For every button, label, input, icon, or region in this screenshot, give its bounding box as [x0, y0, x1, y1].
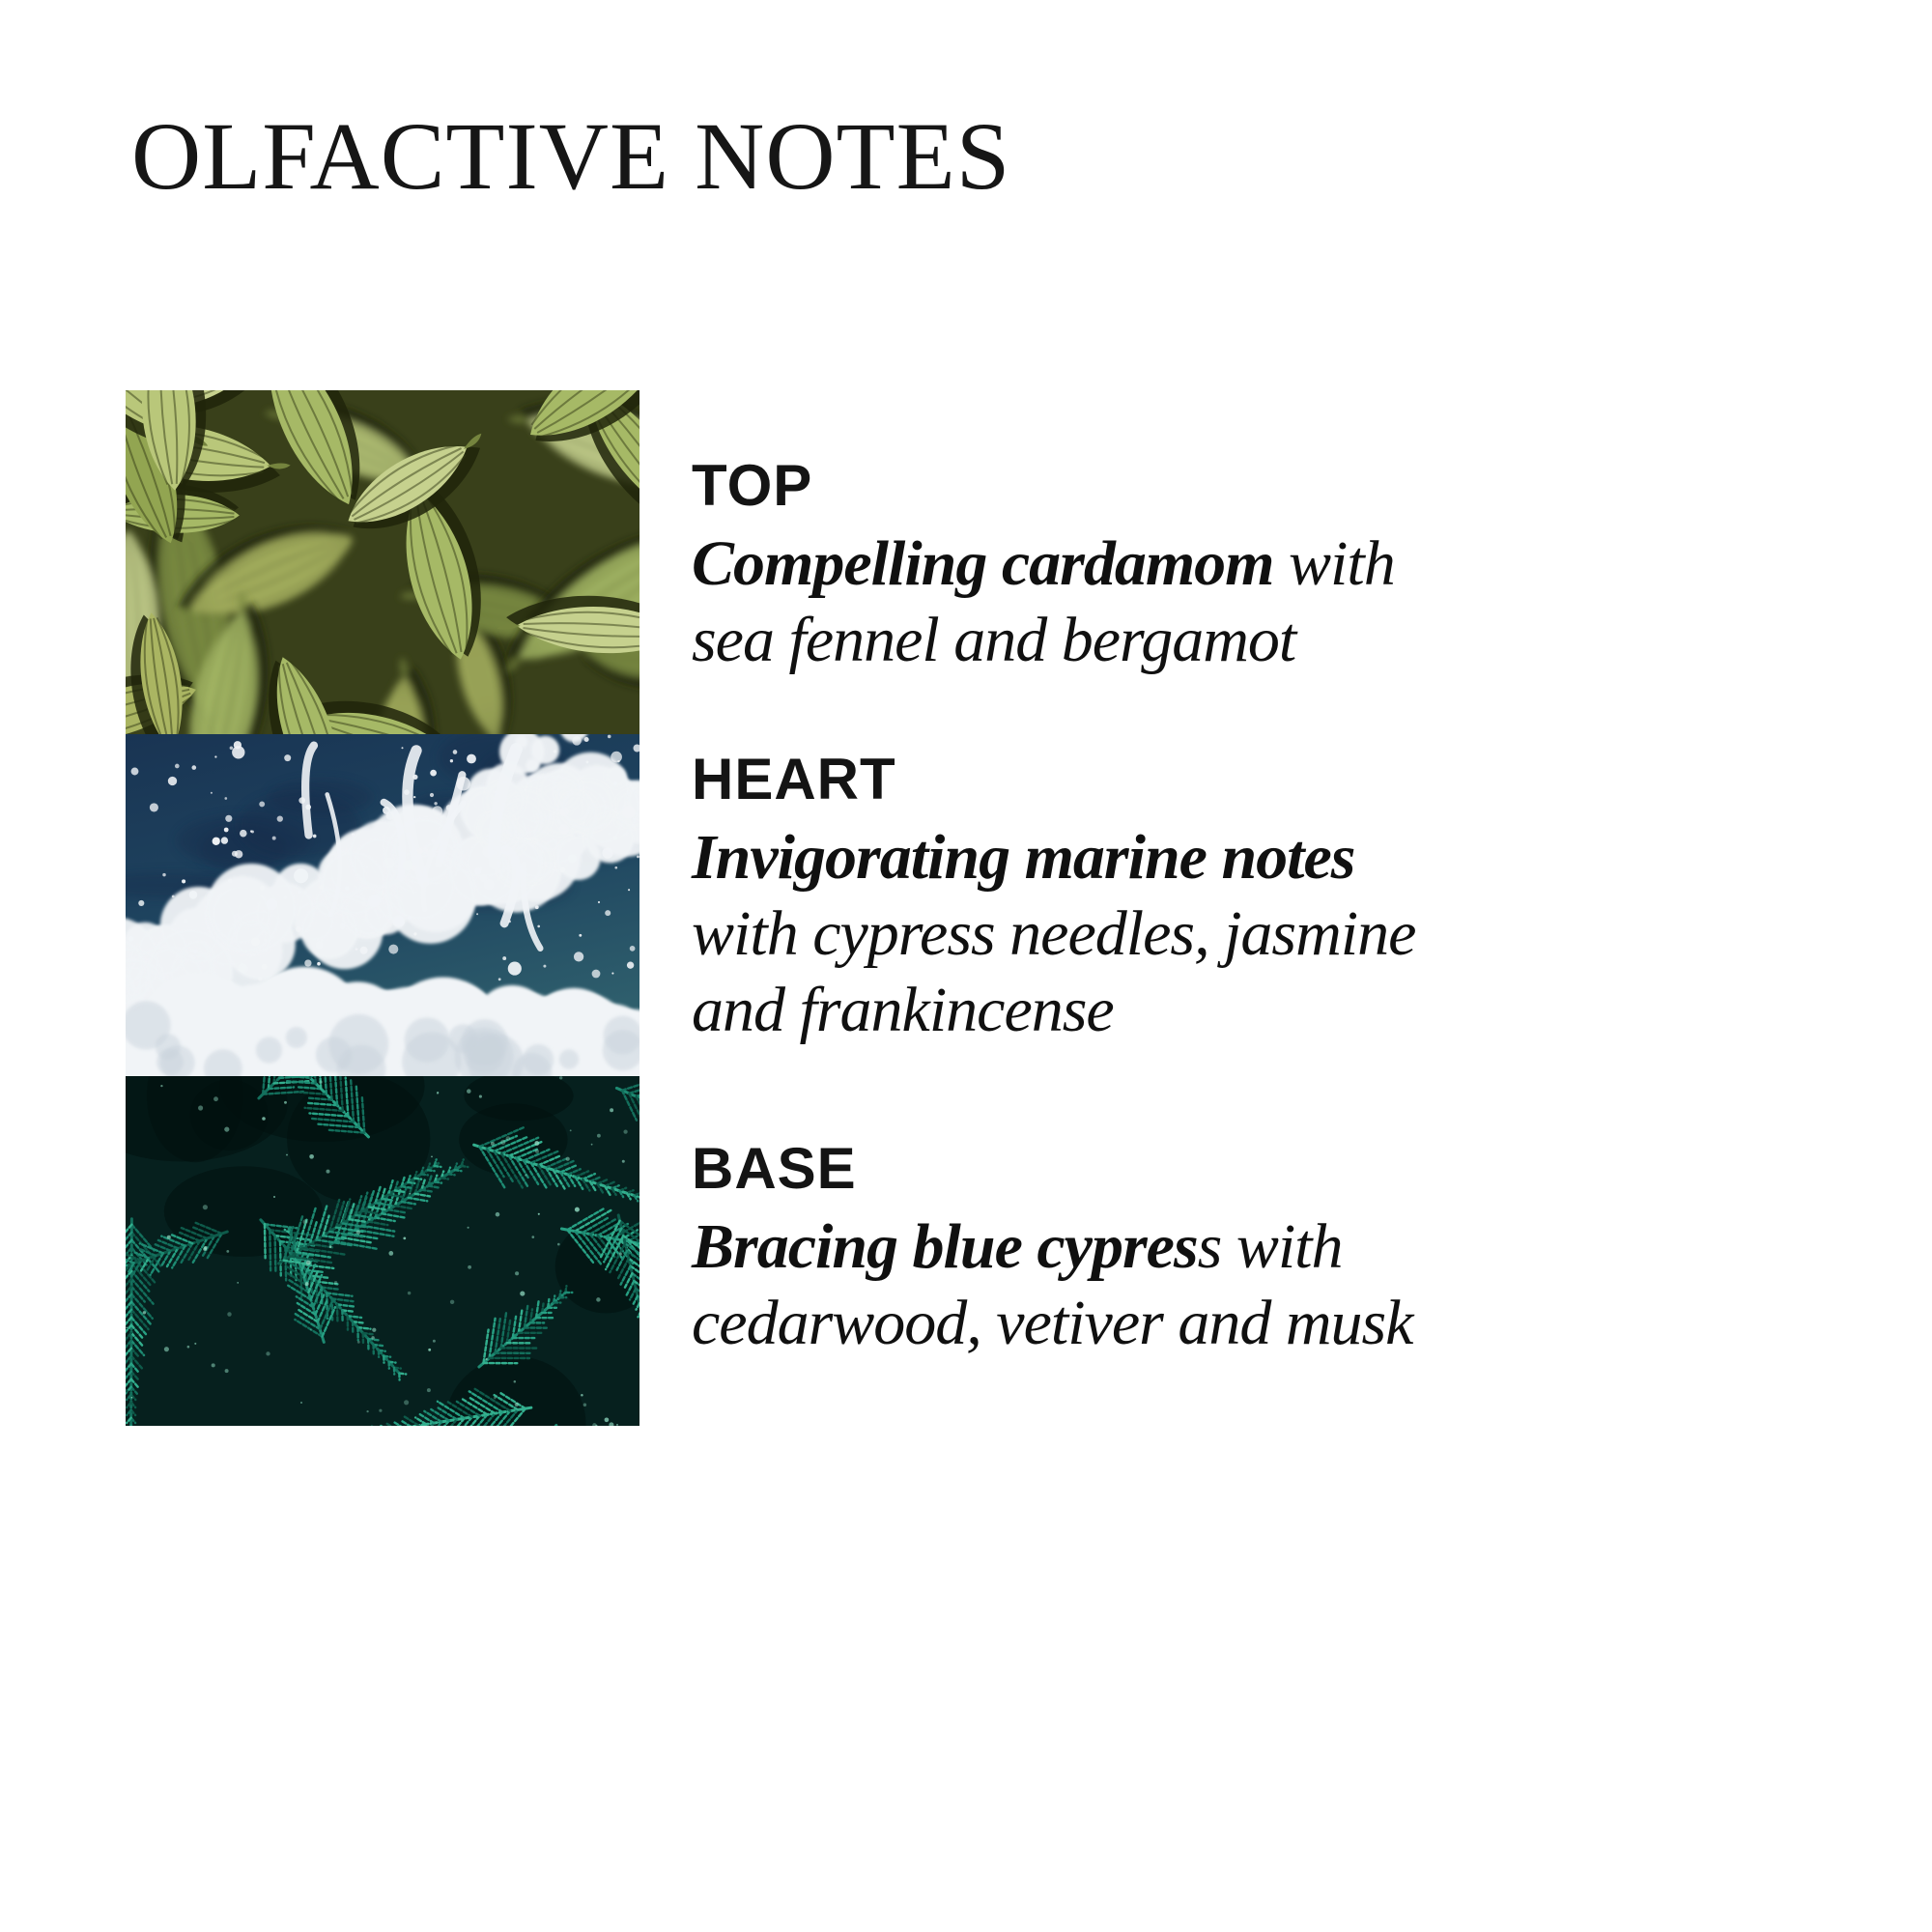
ocean-splash-image: [126, 734, 639, 1076]
note-accent-text: Invigorating marine notes: [692, 822, 1355, 893]
note-line: [692, 895, 1415, 972]
note-line: [692, 1285, 1415, 1361]
note-heading-heart: HEART: [692, 747, 896, 811]
note-line: [692, 526, 1415, 602]
note-regular-text: cedarwood, vetiver and musk: [692, 1288, 1413, 1358]
blue-cypress-illustration: [126, 1076, 639, 1426]
note-regular-text: with cypress needles, jasmine: [692, 898, 1416, 969]
cypress-image: [126, 1076, 639, 1426]
page-title: OLFACTIVE NOTES: [131, 102, 1011, 210]
note-heading-base: BASE: [692, 1136, 857, 1201]
note-regular-text: s with: [1197, 1211, 1343, 1282]
note-line: [692, 1208, 1415, 1285]
notes-text-column: [692, 446, 1415, 1361]
sea-splash-illustration: [126, 734, 639, 1076]
note-line: [692, 819, 1415, 895]
note-regular-text: with: [1273, 528, 1395, 599]
note-regular-text: sea fennel and bergamot: [692, 605, 1296, 675]
note-heading-top: TOP: [692, 453, 813, 518]
note-regular-text: and frankincense: [692, 975, 1114, 1045]
note-section-top: [692, 446, 1415, 678]
note-accent-text: Bracing blue cypres: [692, 1211, 1198, 1282]
cardamom-image: [126, 390, 639, 734]
note-line: [692, 602, 1415, 678]
image-stack: [126, 390, 639, 1426]
note-section-heart: [692, 740, 1415, 1048]
note-line: [692, 972, 1415, 1048]
note-accent-text: Compelling cardamom: [692, 528, 1274, 599]
cardamom-pods-illustration: [126, 390, 639, 734]
note-section-base: [692, 1129, 1415, 1361]
